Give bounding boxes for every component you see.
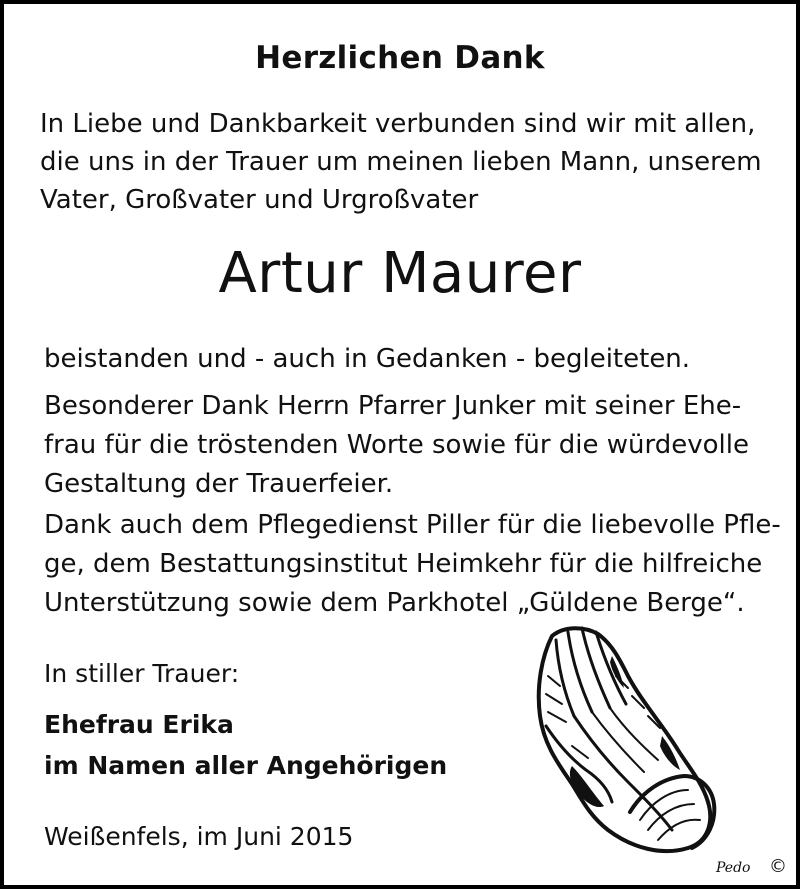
paragraph-line: Dank auch dem Pflegedienst Piller für die liebevolle Pfle- (44, 510, 781, 540)
deceased-name: Artur Maurer (218, 241, 582, 306)
thanks-paragraph-2 (44, 387, 784, 504)
mourning-label: In stiller Trauer: (44, 659, 240, 688)
paragraph-line: Besonderer Dank Herrn Pfarrer Junker mit seiner Ehe- (44, 391, 742, 421)
copyright-symbol: © (769, 856, 787, 877)
signatories (44, 704, 447, 786)
intro-text (40, 105, 780, 219)
place-date: Weißenfels, im Juni 2015 (44, 822, 354, 851)
intro-line: Vater, Großvater und Urgroßvater (40, 185, 479, 215)
praying-hands-icon (512, 616, 722, 876)
paragraph-line: frau für die tröstenden Worte sowie für die würdevolle (44, 430, 749, 460)
paragraph-line: Unterstützung sowie dem Parkhotel „Güldene Berge“. (44, 588, 745, 618)
artist-signature: Pedo (716, 860, 751, 876)
thanks-paragraph-3 (44, 506, 784, 623)
paragraph-line: ge, dem Bestattungsinstitut Heimkehr für die hilfreiche (44, 549, 763, 579)
paragraph-line: beistanden und - auch in Gedanken - begleiteten. (44, 344, 691, 374)
notice-heading: Herzlichen Dank (255, 40, 545, 76)
intro-line: In Liebe und Dankbarkeit verbunden sind wir mit allen, (40, 109, 756, 139)
thanks-paragraph-1 (44, 340, 784, 379)
intro-line: die uns in der Trauer um meinen lieben Mann, unserem (40, 147, 762, 177)
signatory-line: Ehefrau Erika (44, 710, 234, 739)
signatory-line: im Namen aller Angehörigen (44, 751, 448, 780)
paragraph-line: Gestaltung der Trauerfeier. (44, 469, 394, 499)
